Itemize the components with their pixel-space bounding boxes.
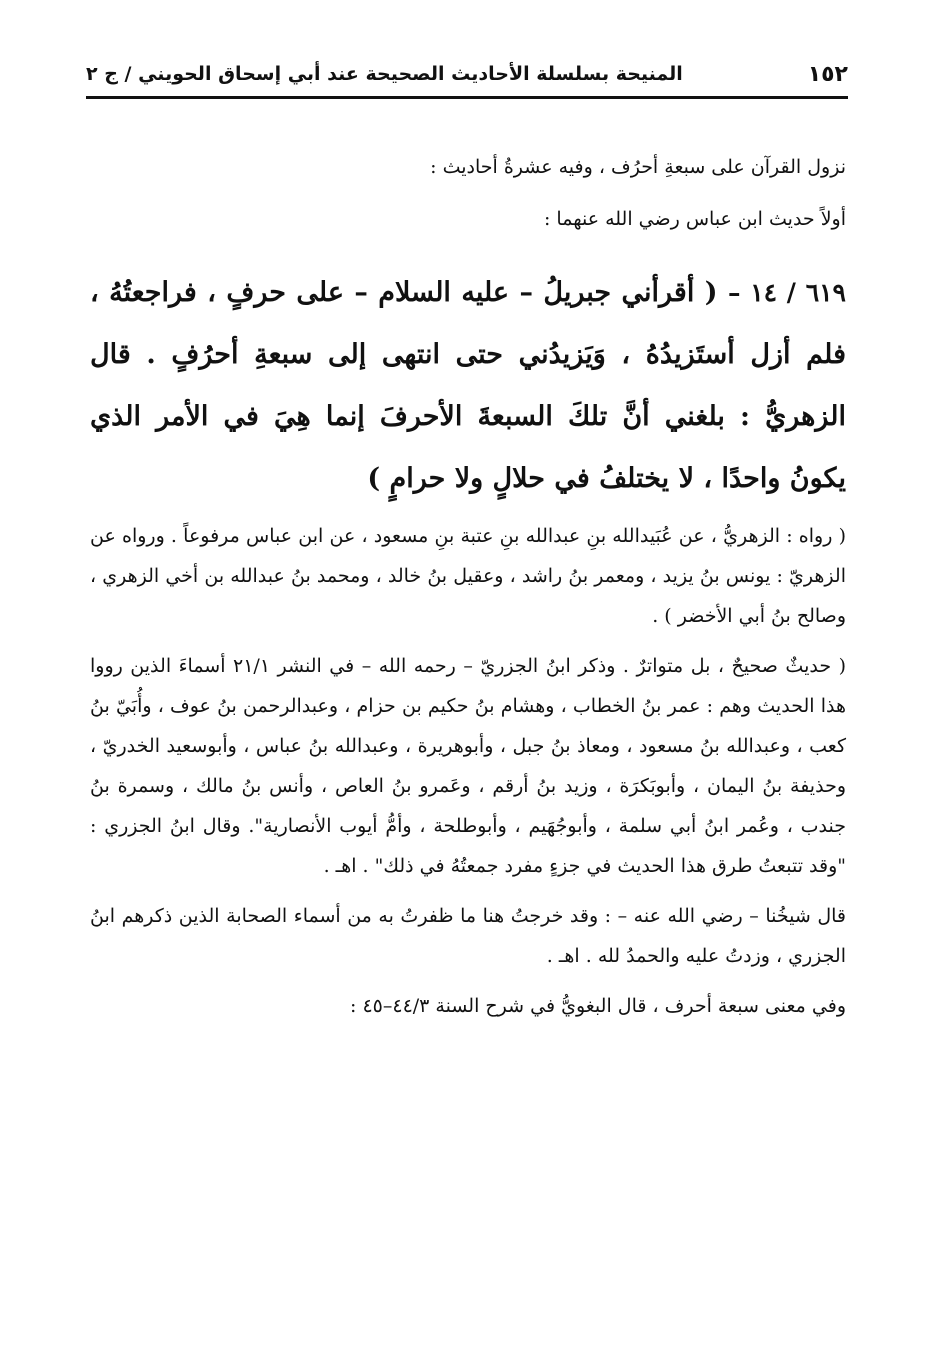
- takhrij-paragraph: ( رواه : الزهريُّ ، عن عُبَيدالله بنِ عبدالله بنِ عتبة بنِ مسعود ، عن ابن عباس مرفوعاً . ورواه عن الزهريّ : يونس بنُ يزيد ، ومعمر بنُ راشد ، وعقيل بنُ خالد ، ومحمد بنُ عبدالله بن أخي الزهري ، وصالح بنُ أبي الأخضر ) .: [90, 525, 846, 627]
- commentary-paragraph: قال شيخُنا – رضي الله عنه – : وقد خرجتُ هنا ما ظفرتُ به من أسماء الصحابة الذين ذكرهم ابنُ الجزري ، وزدتُ عليه والحمدُ لله . اهـ .: [90, 905, 846, 967]
- grading-paragraph: ( حديثٌ صحيحٌ ، بل متواترٌ . وذكر ابنُ الجزريّ – رحمه الله – في النشر ٢١/١ أسماءَ الذين رووا هذا الحديث وهم : عمر بنُ الخطاب ، وهشام بنُ حكيم بن حزام ، وعبدالرحمن بنُ عوف ، وأُبَيّ بنُ كعب ، وعبدالله بنُ مسعود ، ومعاذ بنُ جبل ، وأبوهريرة ، وعبدالله بنُ عباس ، وأبوسعيد الخدريّ ، وحذيفة بنُ اليمان ، وأبوبَكرَة ، وزيد بنُ أرقم ، وعَمرو بنُ العاص ، وأنس بنُ مالك ، وسمرة بنُ جندب ، وعُمر ابنُ أبي سلمة ، وأبوجُهَيم ، وأبوطلحة ، وأمُّ أيوب الأنصارية". وقال ابنُ الجزري : "وقد تتبعتُ طرق هذا الحديث في جزءٍ مفرد جمعتُهُ في ذلك" . اهـ .: [90, 655, 847, 877]
- page-number: ١٥٢: [807, 61, 848, 87]
- header-divider: [86, 96, 848, 99]
- page-body: [90, 150, 846, 1036]
- closing-line: وفي معنى سبعة أحرف ، قال البغويُّ في شرح السنة ٤٤/٣–٤٥ :: [349, 995, 846, 1017]
- hadith-block: [90, 262, 846, 510]
- hadith-number: ٦١٩ / ١٤ –: [727, 278, 846, 307]
- section-subheading: أولاً حديث ابن عباس رضي الله عنهما :: [543, 208, 846, 230]
- running-title: المنيحة بسلسلة الأحاديث الصحيحة عند أبي إسحاق الحويني / ج ٢: [86, 63, 683, 85]
- topic-heading: نزول القرآن على سبعةِ أحرُف ، وفيه عشرةُ أحاديث :: [430, 156, 846, 178]
- hadith-text: ( أقرأني جبريلُ – عليه السلام – على حرفٍ ، فراجعتُهُ ، فلم أزل أستَزيدُهُ ، وَيَزيدُني حتى انتهى إلى سبعةِ أحرُفٍ . قال الزهريُّ : بلغني أنَّ تلكَ السبعةَ الأحرفَ إنما هِيَ في الأمر الذي يكونُ واحدًا ، لا يختلفُ في حلالٍ ولا حرامٍ ): [90, 277, 846, 494]
- page-header: [86, 58, 848, 90]
